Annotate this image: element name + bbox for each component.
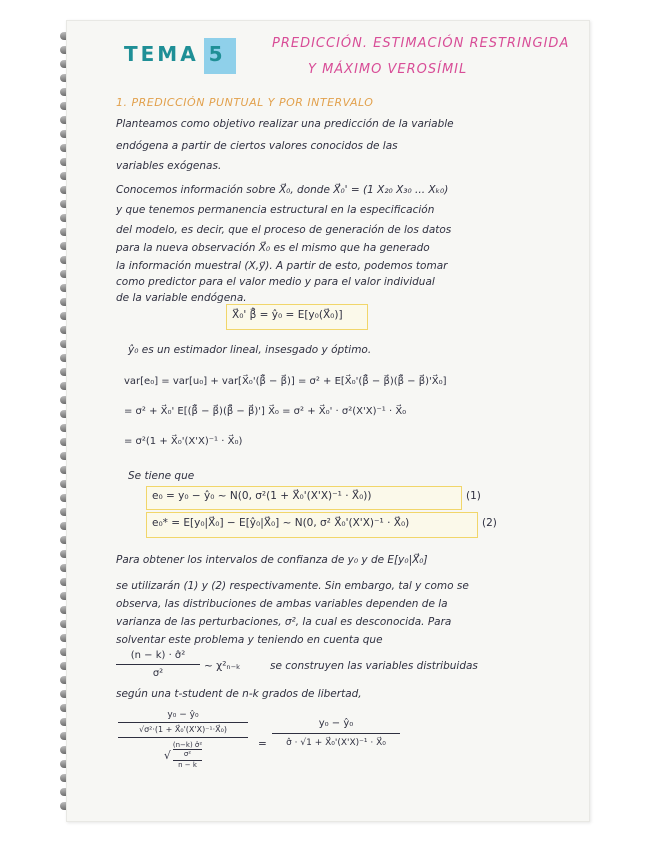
paragraph2-line: la información muestral (X,y⃗). A partir de esto, podemos tomar [116,260,448,272]
t-top-denominator: √σ²·(1 + X⃗₀'(X'X)⁻¹·X⃗₀) [139,725,227,734]
page-title-line2: Y MÁXIMO VEROSÍMIL [308,62,468,77]
paragraph3-line: observa, las distribuciones de ambas variables dependen de la [116,598,448,610]
se-tiene-label: Se tiene que [128,470,195,482]
paragraph1-line: variables exógenas. [116,160,222,172]
tema-label: TEMA 5 [124,42,226,66]
paragraph2-line: Conocemos información sobre X⃗₀, donde X⃗₀' = (1 X₂₀ X₃₀ ... Xₖ₀) [116,184,449,196]
chi-fraction [116,650,200,679]
variance-line: = σ² + X⃗₀' E[(β̂⃗ − β⃗)(β̂⃗ − β⃗)'] X⃗₀ = σ² + X⃗₀' · σ²(X'X)⁻¹ · X⃗₀ [124,406,407,417]
variance-line: = σ²(1 + X⃗₀'(X'X)⁻¹ · X⃗₀) [124,436,243,447]
paragraph2-line: para la nueva observación X⃗₀ es el mismo que ha generado [116,242,430,254]
t-statistic-right [272,718,400,748]
paragraph3-line: solventar este problema y teniendo en cuenta que [116,634,383,646]
predictor-equation: X⃗₀' β̂⃗ = ŷ₀ = E[y₀(X⃗₀)] [232,309,343,321]
t-inner-fraction [173,741,202,758]
equation-1: e₀ = y₀ − ŷ₀ ~ N(0, σ²(1 + X⃗₀'(X'X)⁻¹ · X⃗₀)) [152,490,372,502]
t-top-numerator: y₀ − ŷ₀ [167,710,199,720]
fraction-bar [272,733,400,734]
t-statistic-left [118,710,248,769]
paragraph2-line: de la variable endógena. [116,292,247,304]
t-rhs-numerator: y₀ − ŷ₀ [318,718,354,729]
paragraph2-line: y que tenemos permanencia estructural en la especificación [116,204,435,216]
equation-2: e₀* = E[y₀|X⃗₀] − E[ŷ₀|X⃗₀] ~ N(0, σ² X⃗₀'(X'X)⁻¹ · X⃗₀) [152,517,410,529]
estimator-note: ŷ₀ es un estimador lineal, insesgado y óptimo. [128,344,372,356]
t-bottom-fraction [173,741,202,769]
t-inner-denominator: σ² [183,750,192,758]
t-bottom-n: n − k [178,761,197,769]
fraction-bar [116,664,200,665]
chi-square-distribution: ~ χ²ₙ₋ₖ [204,660,241,672]
paragraph3-line: se utilizarán (1) y (2) respectivamente. Sin embargo, tal y como se [116,580,469,592]
variance-line: var[e₀] = var[u₀] + var[X⃗₀'(β̂⃗ − β⃗)] = σ² + E[X⃗₀'(β̂⃗ − β⃗)(β̂⃗ − β⃗)'X⃗₀] [124,376,447,387]
t-inner-numerator: (n−k) σ̂² [172,741,203,749]
paragraph1-line: endógena a partir de ciertos valores conocidos de las [116,140,398,152]
chi-denominator: σ² [152,668,164,679]
sqrt-sign-icon: √ [163,748,171,762]
paragraph2-line: del modelo, es decir, que el proceso de generación de los datos [116,224,452,236]
t-bottom [118,741,248,769]
equals-sign: = [258,738,267,750]
fraction-bar [118,722,248,723]
equation-1-tag: (1) [466,490,481,502]
paragraph3-line: varianza de las perturbaciones, σ², la cual es desconocida. Para [116,616,452,628]
t-rhs-denominator: σ̂ · √1 + X⃗₀'(X'X)⁻¹ · X⃗₀ [286,738,386,748]
page-title-line1: PREDICCIÓN. ESTIMACIÓN RESTRINGIDA [272,36,570,51]
equation-2-tag: (2) [482,517,497,529]
paragraph2-line: como predictor para el valor medio y para el valor individual [116,276,435,288]
tema-badge [116,38,236,76]
paragraph1-line: Planteamos como objetivo realizar una predicción de la variable [116,118,454,130]
paragraph4: según una t-student de n-k grados de libertad, [116,688,362,700]
chi-numerator: (n − k) · σ̂² [130,650,186,661]
chi-text: se construyen las variables distribuidas [270,660,478,672]
main-fraction-bar [118,737,248,738]
section-heading: 1. PREDICCIÓN PUNTUAL Y POR INTERVALO [116,96,374,109]
paragraph3-line: Para obtener los intervalos de confianza de y₀ y de E[y₀|X⃗₀] [116,554,428,566]
